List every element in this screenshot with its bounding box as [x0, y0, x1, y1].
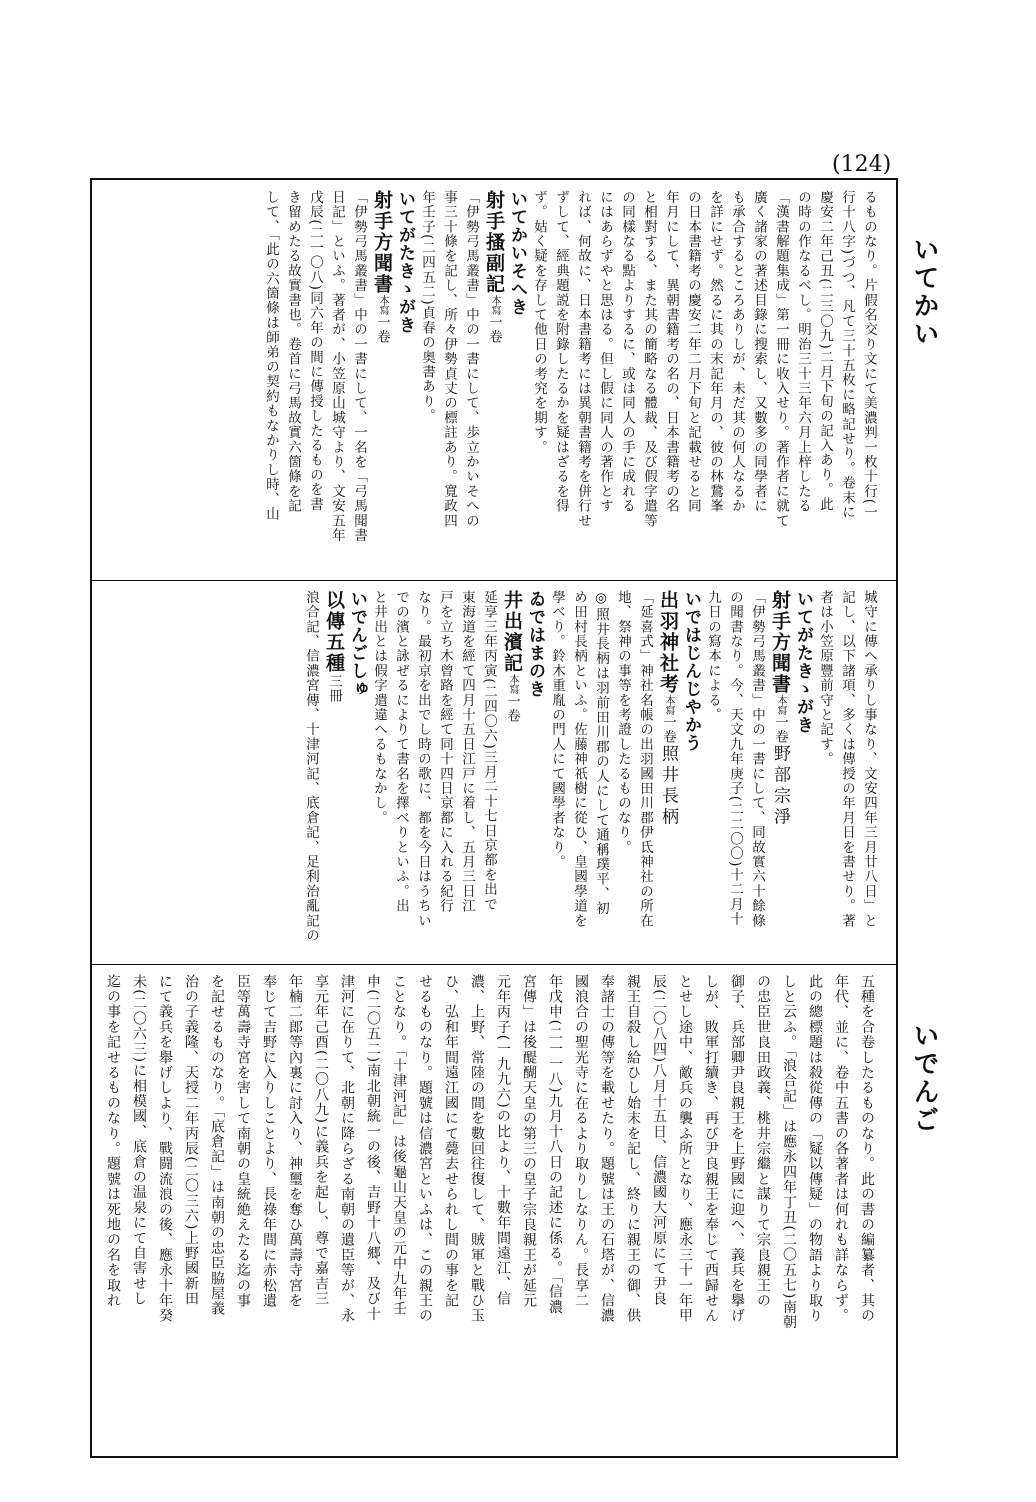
entry-title-line — [483, 190, 505, 345]
text-line: 「漢書解題集成」第一冊に收入せり。著作者に就て — [773, 190, 789, 529]
text-line: 「伊勢弓馬叢書」中の一書にして、一名を「弓馬聞書 — [351, 190, 367, 543]
text-line: 慶安二年己丑(二三〇九)二月下旬の記入あり。此 — [817, 190, 833, 512]
entry-title: 出羽神社考 — [657, 590, 679, 695]
text-line: 親王自殺し給ひし始末を記し、終りに親王の御、供 — [625, 974, 641, 1324]
text-line: の日本書籍考の慶安二年二月下旬と記載せると同 — [685, 190, 701, 514]
text-line: 九日の寫本による。 — [705, 590, 721, 723]
entry-author: 野部宗淨 — [770, 744, 790, 829]
text-line: とせし途中、敵兵の襲ふ所となり、應永三十一年甲 — [677, 974, 693, 1324]
section-lower — [98, 974, 880, 1450]
text-line: しが、敗軍打續き、再び尹良親王を奉じて西歸せん — [703, 974, 719, 1324]
section-middle — [98, 590, 880, 956]
text-line: 廣く諸家の著述目錄に搜索し、又數多の同學者に — [751, 190, 767, 514]
text-line: 延享三年丙寅(二四〇六)三月二十七日京都を出で — [481, 590, 497, 912]
text-line: 國浪合の聖光寺に在るより取りしなりん。長享二 — [573, 974, 589, 1309]
section-upper — [98, 190, 880, 572]
entry-headword: いてかいそへき — [507, 190, 527, 316]
text-line: 此の總標題は殺從傳の「疑以傳疑」の物語より取り — [807, 974, 823, 1324]
entry-author: 照井長柄 — [658, 744, 678, 829]
text-line: の聞書なり。今、天文九年庚子(二二〇〇)十二月十 — [727, 590, 743, 927]
text-line: 「伊勢弓馬叢書」中の一書にして、歩立かいそへの — [463, 190, 479, 529]
text-line: 東海道を經て四月十五日江戸に着し、五月三日江 — [459, 590, 475, 914]
divider-upper — [90, 580, 898, 581]
text-line: の時の作なるべし。明治三十三年六月上梓したる — [795, 190, 811, 514]
entry-title-line — [657, 590, 679, 829]
text-line: 辰(二〇八四)八月十五日、信濃國大河原にて尹良 — [651, 974, 667, 1307]
text-line: せるものなり。題號は信濃宮といふは、この親王の — [417, 974, 433, 1324]
text-line: 戸を立ち木曾路を經て同十四日京都に入れる紀行 — [437, 590, 453, 914]
text-line: して、「此の六箇條は師弟の契約もなかりし時、山 — [263, 190, 279, 522]
entry-format: 本寫 — [663, 695, 674, 715]
text-line: 戊辰(二一〇八)同六年の間に傳授したるものを書 — [307, 190, 323, 512]
text-line: るものなり。片假名交り文にて美濃判一枚十行(一 — [861, 190, 877, 520]
entry-title: 井出濱記 — [501, 590, 523, 674]
text-line: 御子、兵部卿尹良親王を上野國に迎へ、義兵を擧げ — [729, 974, 745, 1324]
text-line: 年壬子(二四五二)貞春の奥書あり。 — [419, 190, 435, 424]
text-line: 城守に傳へ承りし事なり、文安四年三月廿八日」と — [861, 590, 877, 929]
text-line: 治の子義隆、天授二年丙辰(二〇三六)上野國新田 — [183, 974, 199, 1307]
entry-title: 射手搔副記 — [483, 190, 505, 295]
text-line: 學べり。鈴木重胤の門人にて國學者なり。 — [549, 590, 565, 870]
text-line: 五種を合卷したるものなり。此の書の編纂者、其の — [859, 974, 875, 1324]
text-line: にて義兵を舉げしより、戰闘流浪の後、應永十年癸 — [157, 974, 173, 1324]
text-line: 奉じて吉野に入りしことより、長祿年間に赤松遺 — [261, 974, 277, 1309]
text-line: 日記」といふ。著者が、小笠原山城守より、文安五年 — [329, 190, 345, 543]
entry-format: 本寫 — [489, 295, 500, 315]
entry-volumes: 一卷 — [374, 315, 390, 345]
text-line: め田村長柄といふ。佐藤神祇樹に從ひ、皇國學道を — [571, 590, 587, 929]
entry-volumes: 三冊 — [326, 674, 342, 704]
text-line: の同樣なる點よりするに、或は同人の手に成れる — [619, 190, 635, 514]
text-line: 浪合記、信濃宮傳、十津河記、底倉記、足利治亂記の — [303, 590, 319, 943]
divider-lower — [90, 964, 898, 965]
entry-headword: いてがたきゝがき — [395, 190, 415, 334]
text-line: の忠臣世良田政義、桃井宗繼と謀りて宗良親王の — [755, 974, 771, 1309]
running-header-top: いてかい — [909, 236, 939, 348]
text-line: ずして、經典題説を附錄したるかを疑はざるを得 — [553, 190, 569, 514]
entry-headword: ゐではまのき — [525, 590, 545, 698]
page-number: (124) — [832, 152, 892, 177]
entry-headword: いでんごしゅ — [347, 590, 367, 698]
text-line: 「伊勢弓馬叢書」中の一書にして、同故實六十餘條 — [749, 590, 765, 929]
text-line: 地、祭神の事等を考證したるものなり。 — [615, 590, 631, 855]
text-line: なり。最初京を出でし時の歌に、都を今日はうちい — [415, 590, 431, 929]
text-line: しと云ふ。「浪合記」は應永四年丁丑(二〇五七)南朝 — [781, 974, 797, 1330]
entry-format: 本寫 — [377, 295, 388, 315]
text-line: ひ、弘和年間遠江國にて薨去せられし間の事を記 — [443, 974, 459, 1309]
text-line: と相對する、また其の簡略なる體裁、及び假字遣等 — [641, 190, 657, 529]
entry-volumes: 一卷 — [504, 694, 520, 724]
text-line: を詳にせず。然るに其の末記年月の、彼の林鵞峯 — [707, 190, 723, 514]
entry-title-line — [371, 190, 393, 345]
text-line: 年代、並に、卷中五書の各著者は何れも詳ならず。 — [833, 974, 849, 1324]
text-line: 享元年己酉(二〇八九)に義兵を起し、尊で嘉吉三 — [313, 974, 329, 1307]
entry-title: 射手方聞書 — [371, 190, 393, 295]
text-line: にはあらずやと思はる。但し假に同人の著作とす — [597, 190, 613, 514]
entry-title: 射手方聞書 — [769, 590, 791, 695]
entry-volumes: 一卷 — [772, 715, 788, 745]
text-line: ことなり。「十津河記」は後龜山天皇の元中九年壬 — [391, 974, 407, 1317]
text-line: 津河に在りて、北朝に降らざる南朝の遺臣等が、永 — [339, 974, 355, 1324]
entry-volumes: 一卷 — [660, 715, 676, 745]
text-line: 未(二〇六三)に相模國、底倉の温泉にて自害せし — [131, 974, 147, 1307]
text-line: ◎照井長柄は羽前田川郡の人にして通稱璞平、初 — [593, 590, 609, 916]
text-line: 奉諸士の傳等を載せたり。題號は王の石塔が、信濃 — [599, 974, 615, 1324]
text-line: 年楠二郎等內裏に討入り、神璽を奪ひ萬壽寺宮を — [287, 974, 303, 1309]
text-line: を記せるものなり。「底倉記」は南朝の忠臣脇屋義 — [209, 974, 225, 1317]
entry-headword: いではじんじやかう — [681, 590, 701, 752]
entry-title-line — [501, 590, 523, 724]
text-line: ず。姑く疑を存して他日の考究を期す。 — [531, 190, 547, 455]
text-line: 迄の事を記せるものなり。題號は死地の名を取れ — [105, 974, 121, 1309]
entry-title: 以傳五種 — [323, 590, 345, 674]
text-line: 行十八字)づつ、凡て三十五枚に略記せり。卷末に — [839, 190, 855, 520]
text-line: 事三十條を記し、所々伊勢貞丈の標註あり。寬政四 — [441, 190, 457, 529]
entry-volumes: 一卷 — [486, 315, 502, 345]
text-line: れば、何故に、日本書籍考には異朝書籍考を併行せ — [575, 190, 591, 529]
text-line: も承合するところありしが、未だ其の何人なるか — [729, 190, 745, 514]
entry-title-line — [323, 590, 345, 704]
text-line: き留めたる故實書也。卷首に弓馬故實六箇條を記 — [285, 190, 301, 514]
text-line: 宮傳」は後醍醐天皇の第三の皇子宗良親王が延元 — [521, 974, 537, 1309]
text-line: 記し、以下諸項、多くは傳授の年月日を書せり。著 — [839, 590, 855, 929]
running-header-bottom: いでんご — [909, 1022, 939, 1134]
entry-format: 本寫 — [507, 674, 518, 694]
text-line: 「延喜式」神社名帳の出羽國田川郡伊氐神社の所在 — [637, 590, 653, 929]
text-line: と井出とは假字遣違へるもなかし。 — [371, 590, 387, 826]
entry-format: 本寫 — [775, 695, 786, 715]
text-line: 年月にして、異朝書籍考の名の、日本書籍考の名 — [663, 190, 679, 514]
text-line: 者は小笠原豐前守と記す。 — [817, 590, 833, 767]
text-line: 元年丙子(一九九六)の比より、十數年間遠江、信 — [495, 974, 511, 1307]
text-line: での濱と詠ぜるによりて書名を擇べりといふ。出 — [393, 590, 409, 914]
text-line: 年戊申(二一一八)九月十八日の記述に係る。「信濃 — [547, 974, 563, 1315]
text-line: 申(二〇五二)南北朝統一の後、吉野十八郷、及び十 — [365, 974, 381, 1322]
entry-headword: いてがたきゝがき — [793, 590, 813, 734]
entry-title-line — [769, 590, 791, 829]
text-line: 臣等萬壽寺宮を害して南朝の皇統絶えたる迄の事 — [235, 974, 251, 1309]
text-line: 濃、上野、常陸の間を數回往復して、賊軍と戰ひ玉 — [469, 974, 485, 1324]
